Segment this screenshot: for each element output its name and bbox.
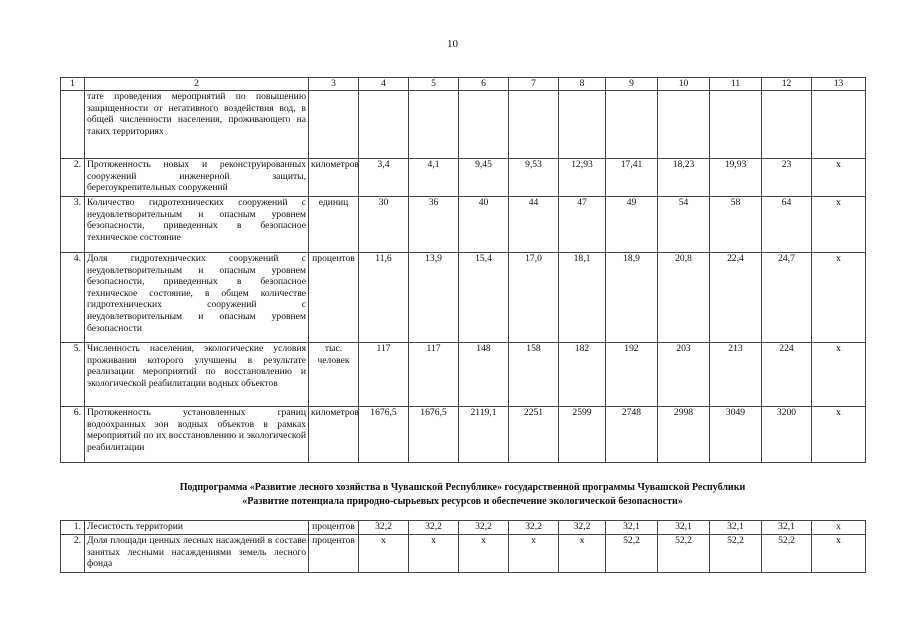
- value-cell: 18,1: [559, 253, 606, 343]
- row-number: 2.: [61, 159, 85, 197]
- indicator-name: Доля гидротехнических сооружений с неудовлетворительным и опасным уровнем безопасности, приведенных в безопасное техническое состояние, в общем количестве гидротехнических сооружений с неудовлетворительным и опасным уровнем безопасности: [85, 253, 309, 343]
- unit-cell: процентов: [309, 521, 359, 535]
- subprogram-title-line2: «Развитие потенциала природно-сырьевых ресурсов и обеспечение экологической безопасности»: [242, 496, 683, 507]
- value-cell: [509, 91, 559, 159]
- value-cell: 2251: [509, 407, 559, 463]
- value-cell: 117: [359, 343, 409, 407]
- value-cell: 148: [459, 343, 509, 407]
- row-number: 4.: [61, 253, 85, 343]
- value-cell: 52,2: [606, 535, 658, 573]
- page-number: 10: [447, 38, 458, 50]
- value-cell: 32,1: [606, 521, 658, 535]
- column-number: 8: [559, 78, 606, 91]
- value-cell: 32,1: [762, 521, 812, 535]
- value-cell: [710, 91, 762, 159]
- value-cell: [812, 91, 866, 159]
- row-number: 3.: [61, 197, 85, 253]
- column-number: 2: [85, 78, 309, 91]
- value-cell: [658, 91, 710, 159]
- value-cell: 44: [509, 197, 559, 253]
- row-number: [61, 91, 85, 159]
- value-cell: x: [812, 197, 866, 253]
- indicators-table: [60, 77, 866, 463]
- value-cell: 203: [658, 343, 710, 407]
- value-cell: x: [812, 253, 866, 343]
- value-cell: x: [812, 521, 866, 535]
- value-cell: 2119,1: [459, 407, 509, 463]
- value-cell: 3,4: [359, 159, 409, 197]
- value-cell: 24,7: [762, 253, 812, 343]
- value-cell: 1676,5: [409, 407, 459, 463]
- value-cell: [459, 91, 509, 159]
- value-cell: [359, 91, 409, 159]
- row-number: 6.: [61, 407, 85, 463]
- value-cell: 47: [559, 197, 606, 253]
- value-cell: 32,2: [509, 521, 559, 535]
- column-number: 13: [812, 78, 866, 91]
- value-cell: 32,1: [710, 521, 762, 535]
- indicator-name: Протяженность новых и реконструированных сооружений инженерной защиты, берегоукрепительных сооружений: [85, 159, 309, 197]
- value-cell: 3049: [710, 407, 762, 463]
- table-row: [61, 407, 866, 463]
- value-cell: 17,0: [509, 253, 559, 343]
- row-number: 2.: [61, 535, 85, 573]
- value-cell: x: [459, 535, 509, 573]
- value-cell: x: [509, 535, 559, 573]
- column-number: 11: [710, 78, 762, 91]
- value-cell: x: [812, 407, 866, 463]
- value-cell: 52,2: [658, 535, 710, 573]
- value-cell: 22,4: [710, 253, 762, 343]
- column-number: 5: [409, 78, 459, 91]
- value-cell: 20,8: [658, 253, 710, 343]
- value-cell: 15,4: [459, 253, 509, 343]
- value-cell: 182: [559, 343, 606, 407]
- value-cell: 54: [658, 197, 710, 253]
- unit-cell: тыс. человек: [309, 343, 359, 407]
- value-cell: 224: [762, 343, 812, 407]
- value-cell: 158: [509, 343, 559, 407]
- value-cell: 3200: [762, 407, 812, 463]
- column-number: 4: [359, 78, 409, 91]
- value-cell: 32,2: [559, 521, 606, 535]
- value-cell: 13,9: [409, 253, 459, 343]
- indicator-name: Лесистость территории: [85, 521, 309, 535]
- table-row: [61, 197, 866, 253]
- value-cell: 9,45: [459, 159, 509, 197]
- value-cell: 30: [359, 197, 409, 253]
- value-cell: 49: [606, 197, 658, 253]
- column-number: 7: [509, 78, 559, 91]
- value-cell: x: [409, 535, 459, 573]
- value-cell: 117: [409, 343, 459, 407]
- table-row: [61, 253, 866, 343]
- value-cell: [606, 91, 658, 159]
- value-cell: 1676,5: [359, 407, 409, 463]
- value-cell: 192: [606, 343, 658, 407]
- value-cell: 17,41: [606, 159, 658, 197]
- column-number: 10: [658, 78, 710, 91]
- value-cell: x: [812, 343, 866, 407]
- unit-cell: [309, 91, 359, 159]
- row-number: 1.: [61, 521, 85, 535]
- indicator-name: Протяженность установленных границ водоохранных зон водных объектов в рамках мероприятий по их восстановлению и экологической реабилитации: [85, 407, 309, 463]
- column-number: 6: [459, 78, 509, 91]
- unit-cell: процентов: [309, 253, 359, 343]
- column-number: 12: [762, 78, 812, 91]
- value-cell: 58: [710, 197, 762, 253]
- column-number: 1: [61, 78, 85, 91]
- value-cell: 32,2: [409, 521, 459, 535]
- unit-cell: километров: [309, 407, 359, 463]
- value-cell: 40: [459, 197, 509, 253]
- value-cell: x: [359, 535, 409, 573]
- table-row: [61, 343, 866, 407]
- indicator-name: Численность населения, экологические условия проживания которого улучшены в результате реализации мероприятий по восстановлению и экологической реабилитации водных объектов: [85, 343, 309, 407]
- value-cell: 18,9: [606, 253, 658, 343]
- value-cell: 12,93: [559, 159, 606, 197]
- table-row: [61, 159, 866, 197]
- value-cell: 32,1: [658, 521, 710, 535]
- value-cell: 23: [762, 159, 812, 197]
- unit-cell: процентов: [309, 535, 359, 573]
- value-cell: 2998: [658, 407, 710, 463]
- value-cell: 52,2: [762, 535, 812, 573]
- subprogram-title: [60, 481, 865, 509]
- value-cell: 64: [762, 197, 812, 253]
- subprogram-title-line1: Подпрограмма «Развитие лесного хозяйства в Чувашской Республике» государственной программы Чувашской Республики: [179, 482, 746, 493]
- row-number: 5.: [61, 343, 85, 407]
- value-cell: x: [559, 535, 606, 573]
- value-cell: 4,1: [409, 159, 459, 197]
- value-cell: 18,23: [658, 159, 710, 197]
- column-number: 3: [309, 78, 359, 91]
- table-row: [61, 91, 866, 159]
- column-number-row: [61, 78, 866, 91]
- value-cell: 2599: [559, 407, 606, 463]
- column-number: 9: [606, 78, 658, 91]
- value-cell: 19,93: [710, 159, 762, 197]
- value-cell: x: [812, 535, 866, 573]
- indicator-name: Доля площади ценных лесных насаждений в составе занятых лесными насаждениями земель лесного фонда: [85, 535, 309, 573]
- table-row: [61, 535, 866, 573]
- value-cell: [409, 91, 459, 159]
- indicator-name: тате проведения мероприятий по повышению защищенности от негативного воздействия вод, в общей численности населения, проживающего на таких территориях: [85, 91, 309, 159]
- forestry-indicators-table: [60, 520, 866, 573]
- value-cell: 32,2: [459, 521, 509, 535]
- value-cell: 213: [710, 343, 762, 407]
- value-cell: 9,53: [509, 159, 559, 197]
- value-cell: 32,2: [359, 521, 409, 535]
- value-cell: 52,2: [710, 535, 762, 573]
- value-cell: 2748: [606, 407, 658, 463]
- value-cell: [559, 91, 606, 159]
- unit-cell: километров: [309, 159, 359, 197]
- value-cell: 11,6: [359, 253, 409, 343]
- value-cell: x: [812, 159, 866, 197]
- table-row: [61, 521, 866, 535]
- value-cell: 36: [409, 197, 459, 253]
- unit-cell: единиц: [309, 197, 359, 253]
- value-cell: [762, 91, 812, 159]
- indicator-name: Количество гидротехнических сооружений с неудовлетворительным и опасным уровнем безопасности, приведенных в безопасное техническое состояние: [85, 197, 309, 253]
